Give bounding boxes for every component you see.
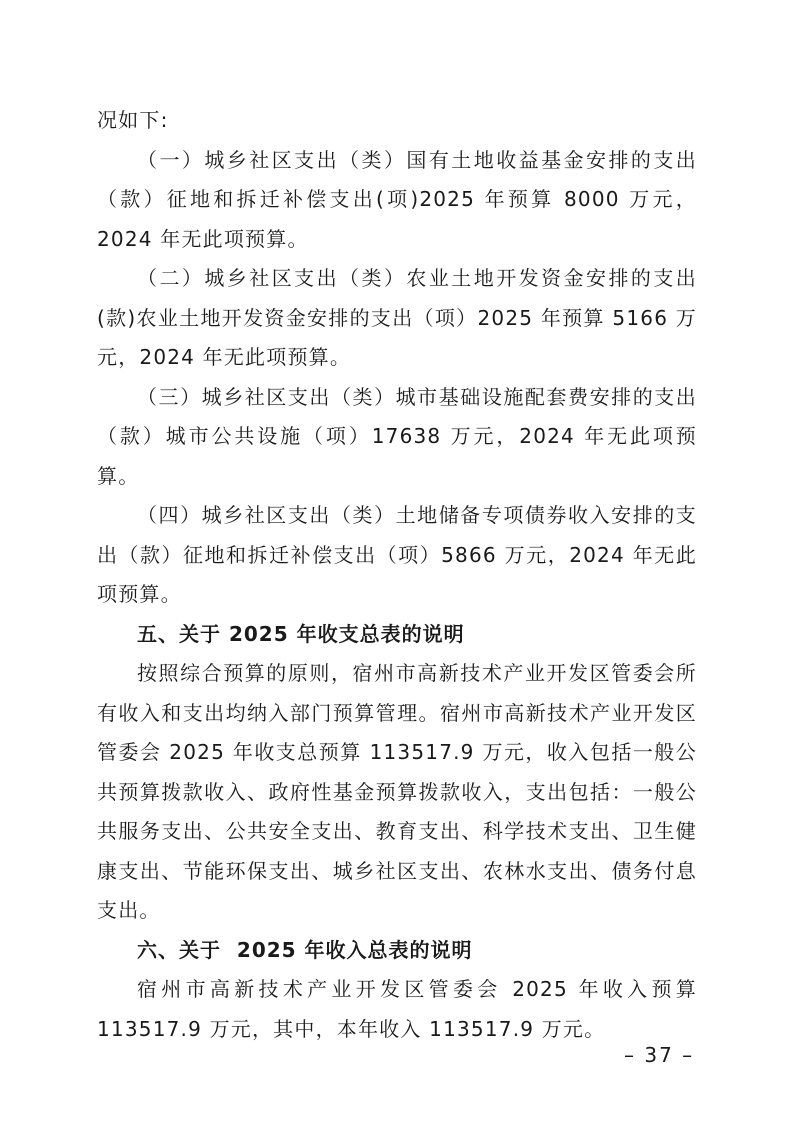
section-six-body: 宿州市高新技术产业开发区管委会 2025 年收入预算 113517.9 万元，其中，本年收入 113517.9 万元。 xyxy=(97,977,705,1041)
page-number: – 37 – xyxy=(624,1043,695,1067)
paragraph-item-4: （四）城乡社区支出（类）土地储备专项债券收入安排的支出（款）征地和拆迁补偿支出（项）5866 万元，2024 年无此项预算。 xyxy=(97,503,697,606)
lead-line: 况如下: xyxy=(97,108,169,132)
paragraph-item-2: （二）城乡社区支出（类）农业土地开发资金安排的支出(款)农业土地开发资金安排的支出（项）2025 年预算 5166 万元，2024 年无此项预算。 xyxy=(97,266,697,369)
section-five-heading: 五、关于 2025 年收支总表的说明 xyxy=(137,621,465,646)
paragraph-item-3: （三）城乡社区支出（类）城市基础设施配套费安排的支出（款）城市公共设施（项）17638 万元，2024 年无此项预算。 xyxy=(97,384,697,488)
section-six-heading: 六、关于 2025 年收入总表的说明 xyxy=(137,937,473,962)
section-five-body: 按照综合预算的原则，宿州市高新技术产业开发区管委会所有收入和支出均纳入部门预算管理。宿州市高新技术产业开发区管委会 2025 年收支总预算 113517.9 万元，收入包括一般公共预算拨款收入、政府性基金预算拨款收入，支出包括：一般公共服务支出、公共安全支出、教育支出、科学技术支出、卫生健康支出、节能环保支出、城乡社区支出、农林水支出、债务付息支出。 xyxy=(97,661,697,922)
page-content xyxy=(97,101,705,1049)
paragraph-item-1: （一）城乡社区支出（类）国有土地收益基金安排的支出（款）征地和拆迁补偿支出(项)2025 年预算 8000 万元，2024 年无此项预算。 xyxy=(97,147,697,251)
